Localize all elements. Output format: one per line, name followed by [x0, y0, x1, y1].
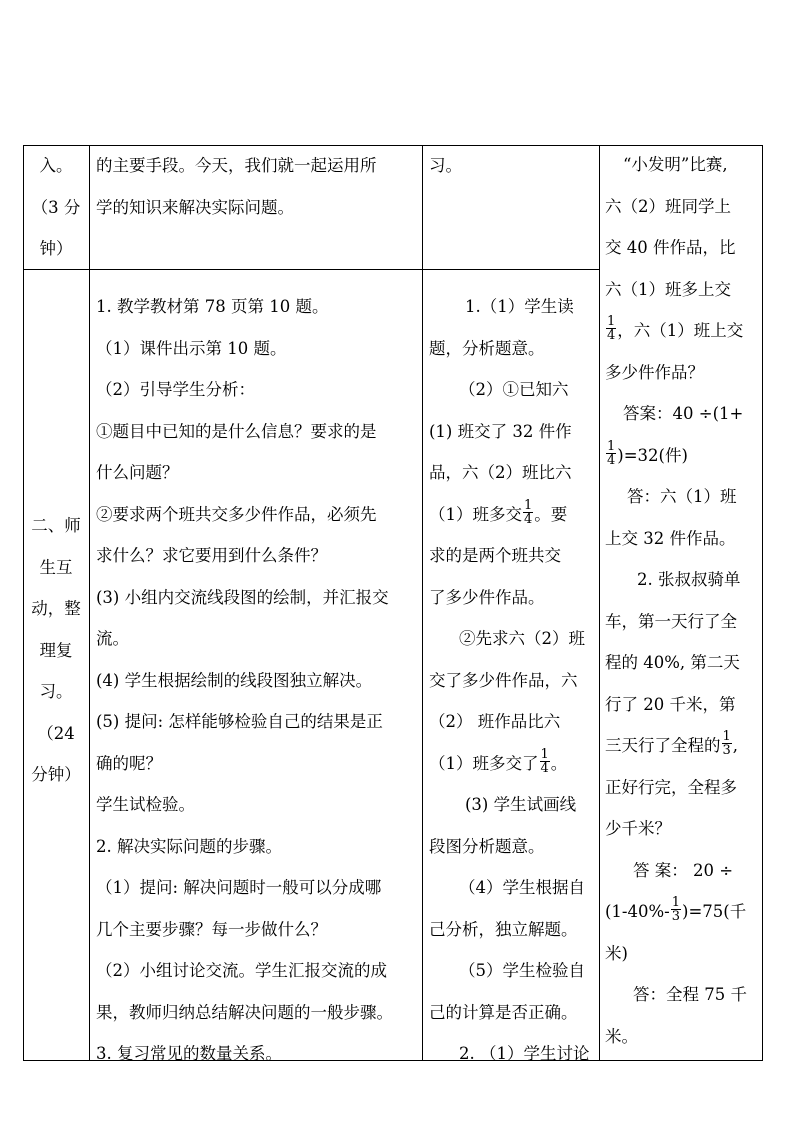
exercise-line: 六（2）班同学上: [605, 196, 731, 216]
exercise-line: 六（1）班多上交: [605, 279, 731, 299]
student-line: 己分析，独立解题。: [429, 919, 578, 939]
exercise-line: “小发明”比赛,: [623, 155, 728, 174]
student-text: 。: [550, 753, 568, 773]
fraction-one-third: [671, 896, 681, 923]
row2-teacher-cell: [96, 286, 421, 1061]
fraction-one-quarter: [606, 440, 616, 467]
teacher-line: （1）课件出示第 10 题。: [96, 338, 287, 358]
row1-student-cell: [429, 145, 599, 187]
stage-line: 入。: [39, 156, 73, 175]
student-text: 。要: [534, 504, 568, 524]
exercise-line: 正好行完，全程多: [605, 777, 737, 797]
exercise-line: 上交 32 件作品。: [605, 528, 736, 548]
exercise-line: 答 案： 20 ÷: [633, 860, 734, 880]
teacher-line: 3. 复习常见的数量关系。: [96, 1044, 282, 1061]
fraction-numerator: 1: [671, 895, 681, 910]
fraction-denominator: 3: [671, 909, 681, 924]
row2-student-cell: [429, 286, 599, 1061]
fraction-numerator: 1: [524, 497, 533, 513]
student-line: (3) 学生试画线: [465, 795, 577, 814]
student-line: 交了多少件作品，六: [429, 670, 578, 690]
teacher-line: 什么问题？: [96, 463, 179, 482]
teacher-line: （2）小组讨论交流。学生汇报交流的成: [96, 961, 387, 980]
exercise-line: 少千米？: [605, 819, 671, 838]
exercise-line: 2. 张叔叔骑单: [637, 570, 741, 589]
exercise-line: [605, 435, 761, 477]
column-divider-1: [89, 145, 90, 1061]
student-line: [429, 743, 599, 785]
fraction-numerator: 1: [540, 746, 549, 762]
row2-stage-cell: [23, 505, 89, 796]
student-line: （5）学生检验自: [459, 961, 585, 980]
exercise-line: 行了 20 千米，第: [605, 694, 736, 714]
teacher-line: 的主要手段。今天，我们就一起运用所: [96, 156, 377, 175]
exercise-line: 程的 40%, 第二天: [605, 653, 740, 672]
student-line: （2） 班作品比六: [429, 712, 561, 731]
exercise-line: [605, 310, 761, 352]
teacher-line: 学的知识来解决实际问题。: [96, 197, 294, 217]
row-divider: [23, 269, 600, 270]
exercise-cell: [605, 145, 761, 1057]
teacher-line: 学生试检验。: [96, 795, 195, 814]
student-text: （1）班多交: [429, 504, 522, 524]
student-line: 2. （1）学生讨论: [459, 1044, 590, 1061]
student-line: 求的是两个班共交: [429, 546, 561, 565]
teacher-line: ②要求两个班共交多少件作品，必须先: [96, 504, 377, 524]
exercise-text: ,: [732, 736, 739, 755]
teacher-line: (5) 提问: 怎样能够检验自己的结果是正: [96, 712, 383, 731]
exercise-line: [605, 725, 761, 767]
student-line: 1.（1）学生读: [465, 297, 574, 316]
column-divider-3: [599, 145, 600, 1061]
row1-teacher-cell: [96, 145, 421, 228]
stage-line: 习。: [39, 682, 73, 701]
teacher-line: 1. 教学教材第 78 页第 10 题。: [96, 297, 329, 316]
fraction-numerator: 1: [607, 438, 616, 454]
stage-line: 二、师: [31, 516, 81, 535]
exercise-line: [605, 891, 761, 933]
fraction-denominator: 4: [540, 760, 549, 776]
exercise-line: 车，第一天行了全: [605, 611, 737, 631]
student-line: 己的计算是否正确。: [429, 1002, 578, 1022]
fraction-one-third: [722, 730, 732, 757]
student-text: （1）班多交了: [429, 753, 539, 773]
teacher-line: (4) 学生根据绘制的线段图独立解决。: [96, 670, 373, 690]
student-line: ②先求六（2）班: [459, 629, 585, 648]
teacher-line: ①题目中已知的是什么信息？要求的是: [96, 421, 377, 441]
student-line: [429, 494, 599, 536]
fraction-one-quarter: [606, 315, 616, 342]
student-line: （4）学生根据自: [459, 878, 585, 897]
stage-line: 理复: [39, 640, 73, 660]
teacher-line: 确的呢？: [96, 753, 162, 773]
exercise-text: 三天行了全程的: [605, 736, 721, 755]
exercise-line: 多少件作品？: [605, 362, 704, 382]
student-line: 了多少件作品。: [429, 587, 545, 607]
teacher-line: 果，教师归纳总结解决问题的一般步骤。: [96, 1002, 393, 1022]
fraction-denominator: 4: [607, 328, 616, 343]
lesson-table: [23, 145, 763, 1061]
stage-line: （24: [37, 723, 75, 743]
stage-line: 分钟）: [31, 765, 81, 784]
teacher-line: （1）提问: 解决问题时一般可以分成哪: [96, 878, 382, 897]
fraction-one-quarter: [540, 748, 550, 775]
teacher-line: 几个主要步骤？每一步做什么？: [96, 919, 327, 939]
stage-line: 钟）: [39, 239, 73, 258]
student-line: 品，六（2）班比六: [429, 463, 572, 482]
exercise-text: )=32(件): [617, 445, 688, 465]
exercise-text: (1-40%-: [605, 902, 670, 921]
fraction-one-quarter: [523, 499, 533, 526]
student-line: （2）①已知六: [459, 380, 569, 399]
teacher-line: 流。: [96, 629, 129, 648]
stage-line: 动，整: [31, 599, 81, 618]
exercise-text: )=75(千: [682, 902, 747, 921]
stage-line: 生互: [39, 557, 73, 577]
student-line: 题，分析题意。: [429, 338, 545, 358]
fraction-denominator: 4: [607, 452, 616, 468]
row1-stage-cell: [23, 145, 89, 270]
exercise-line: 交 40 件作品，比: [605, 238, 736, 257]
fraction-denominator: 3: [722, 743, 731, 758]
teacher-line: 2. 解决实际问题的步骤。: [96, 836, 282, 856]
exercise-text: ，六（1）班上交: [617, 321, 744, 340]
fraction-denominator: 4: [524, 511, 533, 527]
exercise-line: 答：六（1）班: [627, 487, 737, 506]
teacher-line: （2）引导学生分析：: [96, 380, 255, 399]
student-line: (1) 班交了 32 件作: [429, 421, 572, 441]
table-right-border: [762, 145, 763, 1061]
teacher-line: (3) 小组内交流线段图的绘制，并汇报交: [96, 587, 389, 607]
teacher-line: 求什么？求它要用到什么条件？: [96, 546, 327, 565]
exercise-line: 答案：40 ÷(1+: [623, 404, 744, 423]
exercise-line: 答：全程 75 千: [633, 985, 747, 1004]
fraction-numerator: 1: [722, 729, 731, 744]
student-line: 段图分析题意。: [429, 836, 545, 856]
fraction-numerator: 1: [607, 314, 616, 329]
exercise-line: 米。: [605, 1026, 638, 1046]
exercise-line: 米): [605, 943, 628, 963]
student-line: 习。: [429, 156, 462, 175]
column-divider-2: [422, 145, 423, 1061]
stage-line: （3 分: [31, 197, 81, 217]
